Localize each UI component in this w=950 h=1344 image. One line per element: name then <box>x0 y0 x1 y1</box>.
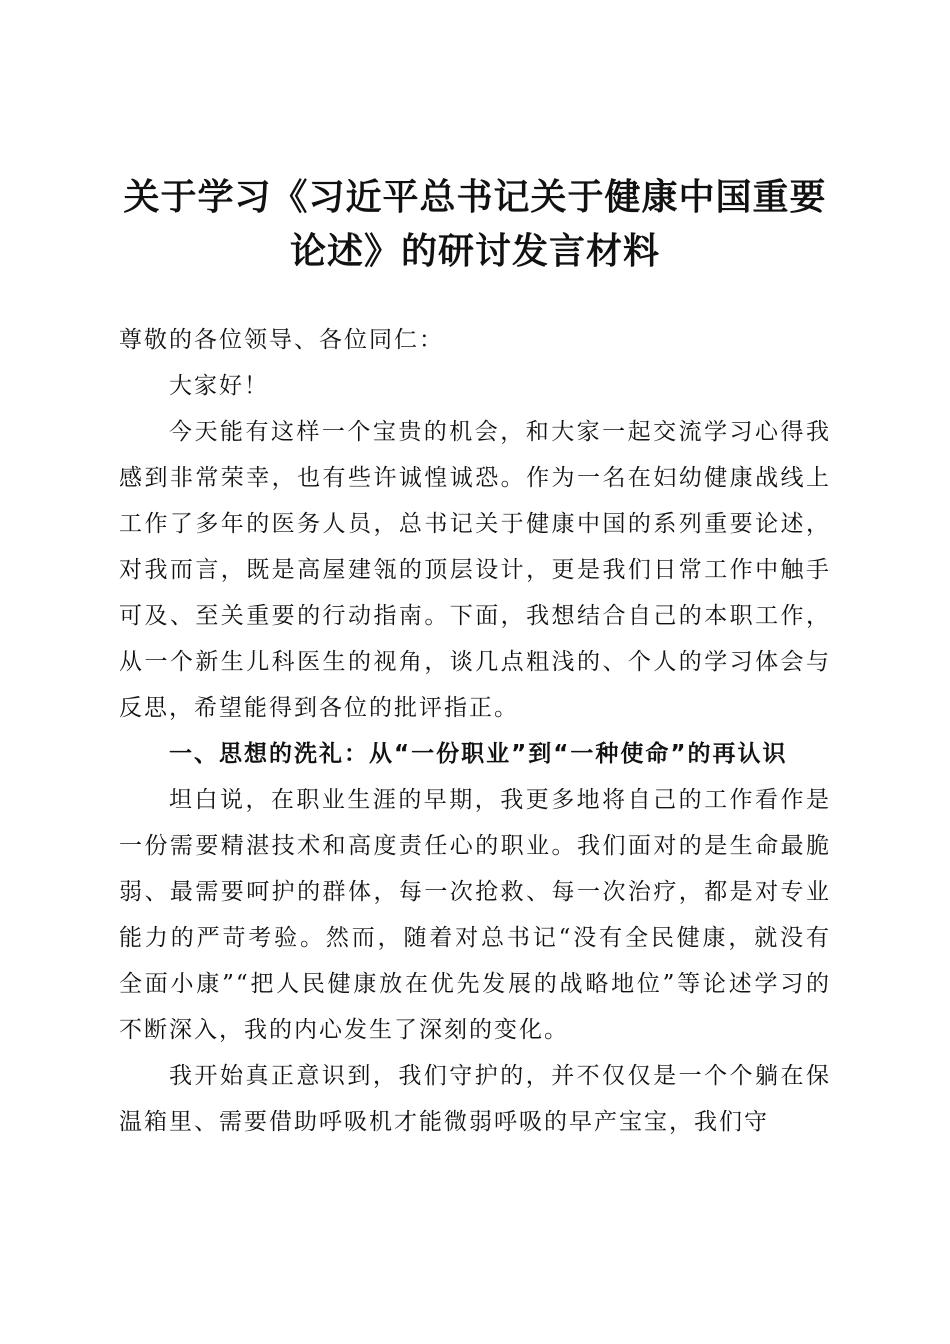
document-body <box>119 317 831 1145</box>
salutation: 尊敬的各位领导、各位同仁： <box>119 327 444 353</box>
document-title: 关于学习《习近平总书记关于健康中国重要论述》的研讨发言材料 <box>123 176 827 272</box>
body-paragraph: 坦白说，在职业生涯的早期，我更多地将自己的工作看作是一份需要精湛技术和高度责任心的职业。我们面对的是生命最脆弱、最需要呵护的群体，每一次抢救、每一次治疗，都是对专业能力的严苛考验。然而，随着对总书记“没有全民健康，就没有全面小康”“把人民健康放在优先发展的战略地位”等论述学习的不断深入，我的内心发生了深刻的变化。 <box>119 787 831 1043</box>
section-heading: 一、思想的洗礼：从“一份职业”到“一种使命”的再认识 <box>169 741 788 767</box>
greeting: 大家好！ <box>169 373 269 399</box>
intro-paragraph: 今天能有这样一个宝贵的机会，和大家一起交流学习心得我感到非常荣幸，也有些许诚惶诚恐。作为一名在妇幼健康战线上工作了多年的医务人员，总书记关于健康中国的系列重要论述，对我而言，既是高屋建瓴的顶层设计，更是我们日常工作中触手可及、至关重要的行动指南。下面，我想结合自己的本职工作，从一个新生儿科医生的视角，谈几点粗浅的、个人的学习体会与反思，希望能得到各位的批评指正。 <box>119 419 831 721</box>
body-paragraph: 我开始真正意识到，我们守护的，并不仅仅是一个个躺在保温箱里、需要借助呼吸机才能微弱呼吸的早产宝宝，我们守 <box>119 1063 831 1135</box>
